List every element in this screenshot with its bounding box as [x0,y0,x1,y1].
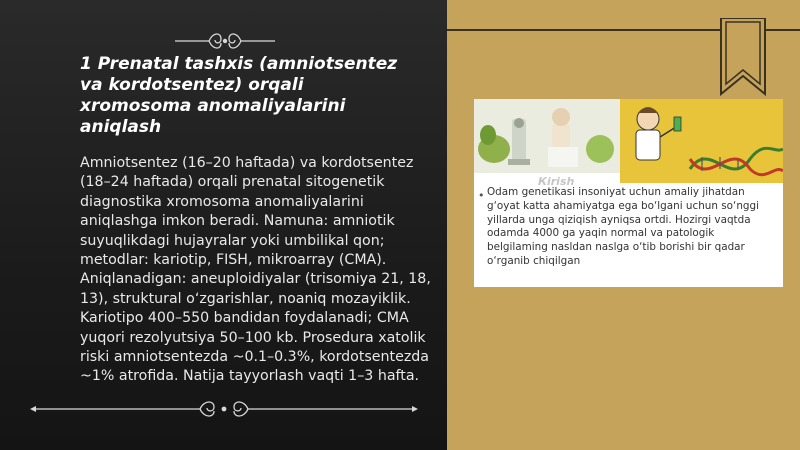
bookmark-ribbon-icon [719,18,767,96]
decorative-flourish-top-icon [175,30,275,52]
figure-text: Odam genetikasi insoniyat uchun amaliy jihatdan g‘oyat katta ahamiyatga ega bo‘lgani uchun so‘nggi yillarda unga qiziqish ayniqsa ortdi. Hozirgi vaqtda odamda 4000 ga yaqin normal va patologik belgilaming nasldan naslga o‘tib borishi bir qadar o‘rganib chiqilgan [487,186,759,267]
scientist-cartoon [620,99,783,183]
lab-photo [474,99,620,173]
slide-title: 1 Prenatal tashxis (amniotsentez va kordotsentez) orqali xromosoma anomaliyalarini aniqlash [80,54,398,137]
decorative-flourish-bottom-icon [30,398,418,420]
scientist-dna-icon [620,99,783,183]
slide-image [474,99,783,287]
slide-body-text: Amniotsentez (16–20 haftada) va kordotsentez (18–24 haftada) orqali prenatal sitogenetik diagnostika xromosoma anomaliyalarini aniqlashga imkon beradi. Namuna: amniotik suyuqlikdagi hujayralar yoki umbilikal qon; metodlar: kariotip, FISH, mikroarray (CMA). Aniqlanadigan: aneuploidiyalar (trisomiya 21, 18, 13), struktural o‘zgarishlar, noaniq mozayiklik. Kariotipo 400–550 bandidan foydalanadi; CMA yuqori rezolyutsiya 50–100 kb. Prosedura xatolik riski amniotsentezda ~0.1–0.3%, kordotsentezda ~1% atrofida. Natija tayyorlash vaqti 1–3 hafta. [80,155,431,385]
lab-equipment-icon [474,99,620,173]
figure-heading: Кirish [538,175,575,188]
figure-bullet: • [478,189,485,202]
